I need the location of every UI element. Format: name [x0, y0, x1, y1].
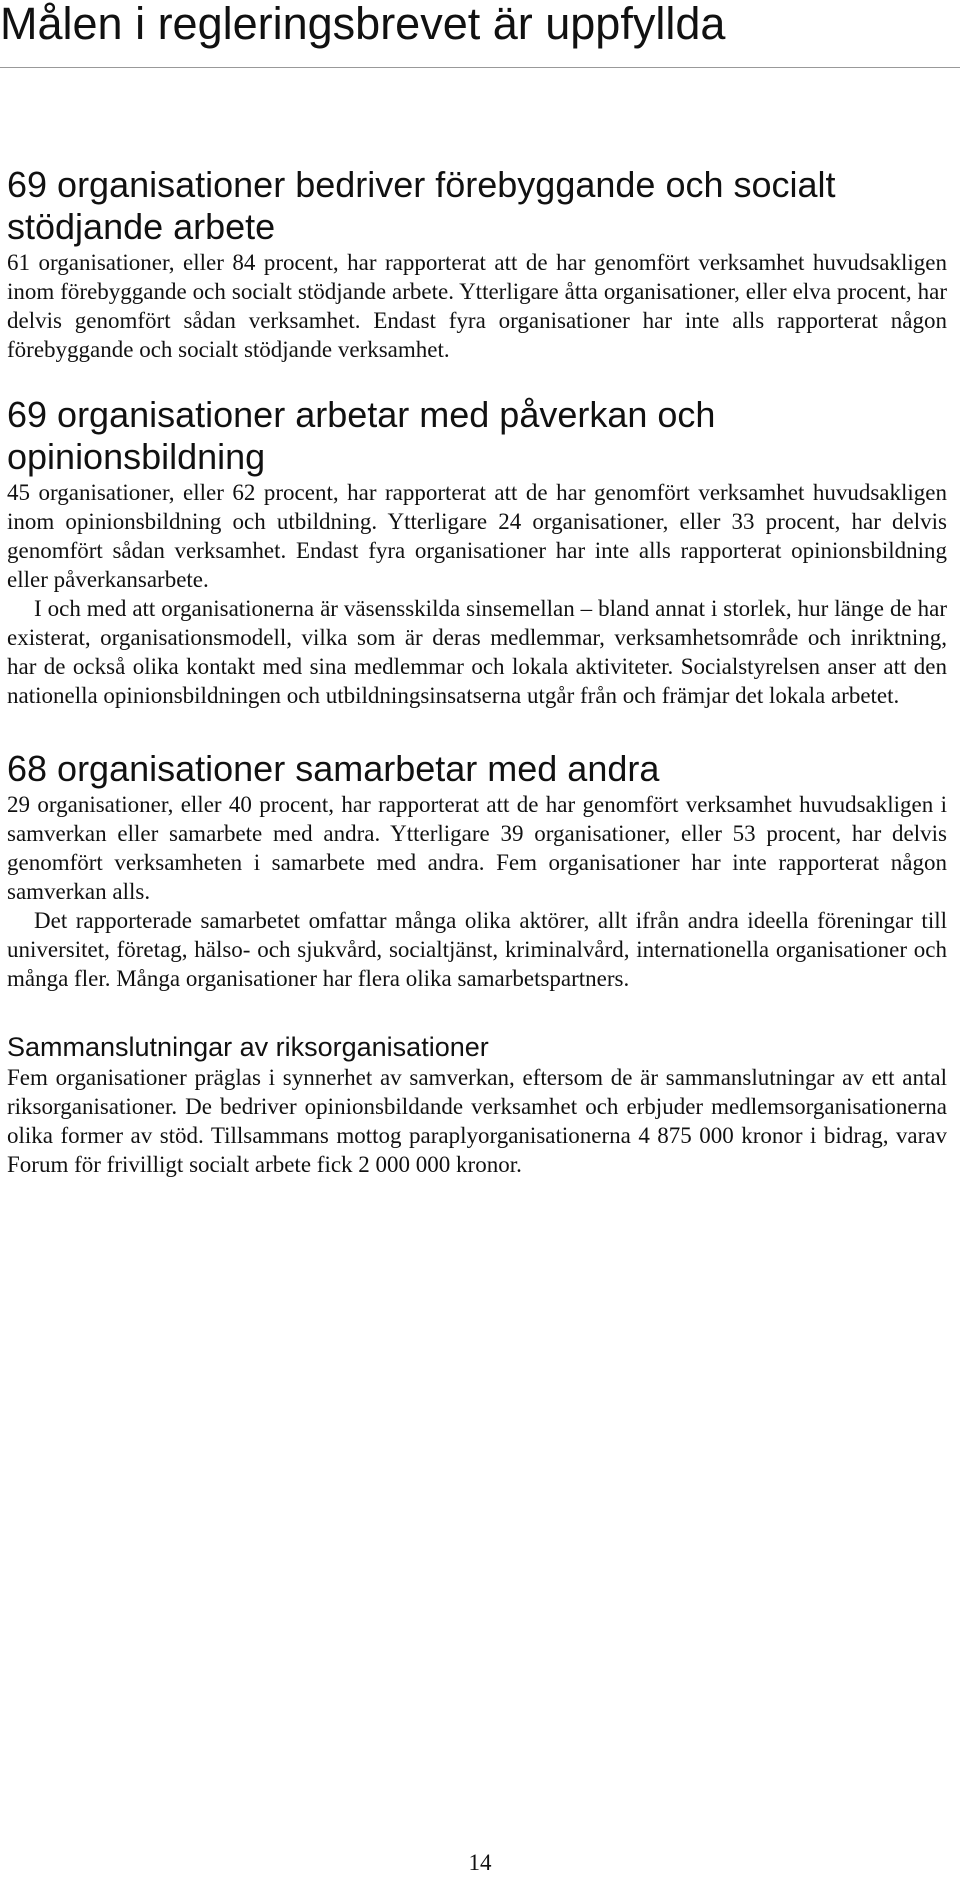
- title-divider: [0, 67, 960, 68]
- section-heading: 68 organisationer samarbetar med andra: [7, 748, 660, 789]
- section-samarbete: [7, 748, 947, 993]
- body-paragraph: I och med att organisationerna är väsensskilda sinsemellan – bland annat i storlek, hur länge de har existerat, organisationsmodell, vilka som är deras medlemmar, verksamhetsområde och inriktning, har de också olika kontakt med sina medlemmar och lokala aktiviteter. Socialstyrelsen anser att den nationella opinionsbildningen och utbildningsinsatserna utgår från och främjar det lokala arbetet.: [7, 596, 947, 708]
- body-paragraph: 45 organisationer, eller 62 procent, har rapporterat att de har genomfört verksamhet huvudsakligen inom opinionsbildning och utbildning. Ytterligare 24 organisationer, eller 33 procent, har delvis genomfört sådan verksamhet. Endast fyra organisationer har inte alls rapporterat opinionsbildning eller påverkansarbete.: [7, 480, 947, 592]
- section-heading: 69 organisationer arbetar med påverkan och opinionsbildning: [7, 394, 716, 477]
- page-title: Målen i regleringsbrevet är uppfyllda: [0, 0, 726, 49]
- body-paragraph: Det rapporterade samarbetet omfattar många olika aktörer, allt ifrån andra ideella föreningar till universitet, företag, hälso- och sjukvård, socialtjänst, kriminalvård, internationella organisationer och många fler. Många organisationer har flera olika samarbetspartners.: [7, 908, 947, 991]
- section-heading: 69 organisationer bedriver förebyggande och socialt stödjande arbete: [7, 164, 836, 247]
- section-forebyggande: [7, 164, 947, 364]
- section-sammanslutningar: [7, 1031, 947, 1179]
- page-number: 14: [468, 1850, 492, 1875]
- subsection-heading: Sammanslutningar av riksorganisationer: [7, 1032, 489, 1062]
- section-paverkan: [7, 394, 947, 710]
- document-body: [7, 164, 947, 1179]
- body-paragraph: 29 organisationer, eller 40 procent, har rapporterat att de har genomfört verksamhet huvudsakligen i samverkan eller samarbete med andra. Ytterligare 39 organisationer, eller 53 procent, har delvis genomfört verksamheten i samarbete med andra. Fem organisationer har inte rapporterat någon samverkan alls.: [7, 792, 947, 904]
- body-paragraph: Fem organisationer präglas i synnerhet av samverkan, eftersom de är sammanslutningar av ett antal riksorganisationer. De bedriver opinionsbildande verksamhet och erbjuder medlemsorganisationerna olika former av stöd. Tillsammans mottog paraplyorganisationerna 4 875 000 kronor i bidrag, varav Forum för frivilligt socialt arbete fick 2 000 000 kronor.: [7, 1065, 947, 1177]
- body-paragraph: 61 organisationer, eller 84 procent, har rapporterat att de har genomfört verksamhet huvudsakligen inom förebyggande och socialt stödjande arbete. Ytterligare åtta organisationer, eller elva procent, har delvis genomfört sådan verksamhet. Endast fyra organisationer har inte alls rapporterat någon förebyggande och socialt stödjande verksamhet.: [7, 250, 947, 362]
